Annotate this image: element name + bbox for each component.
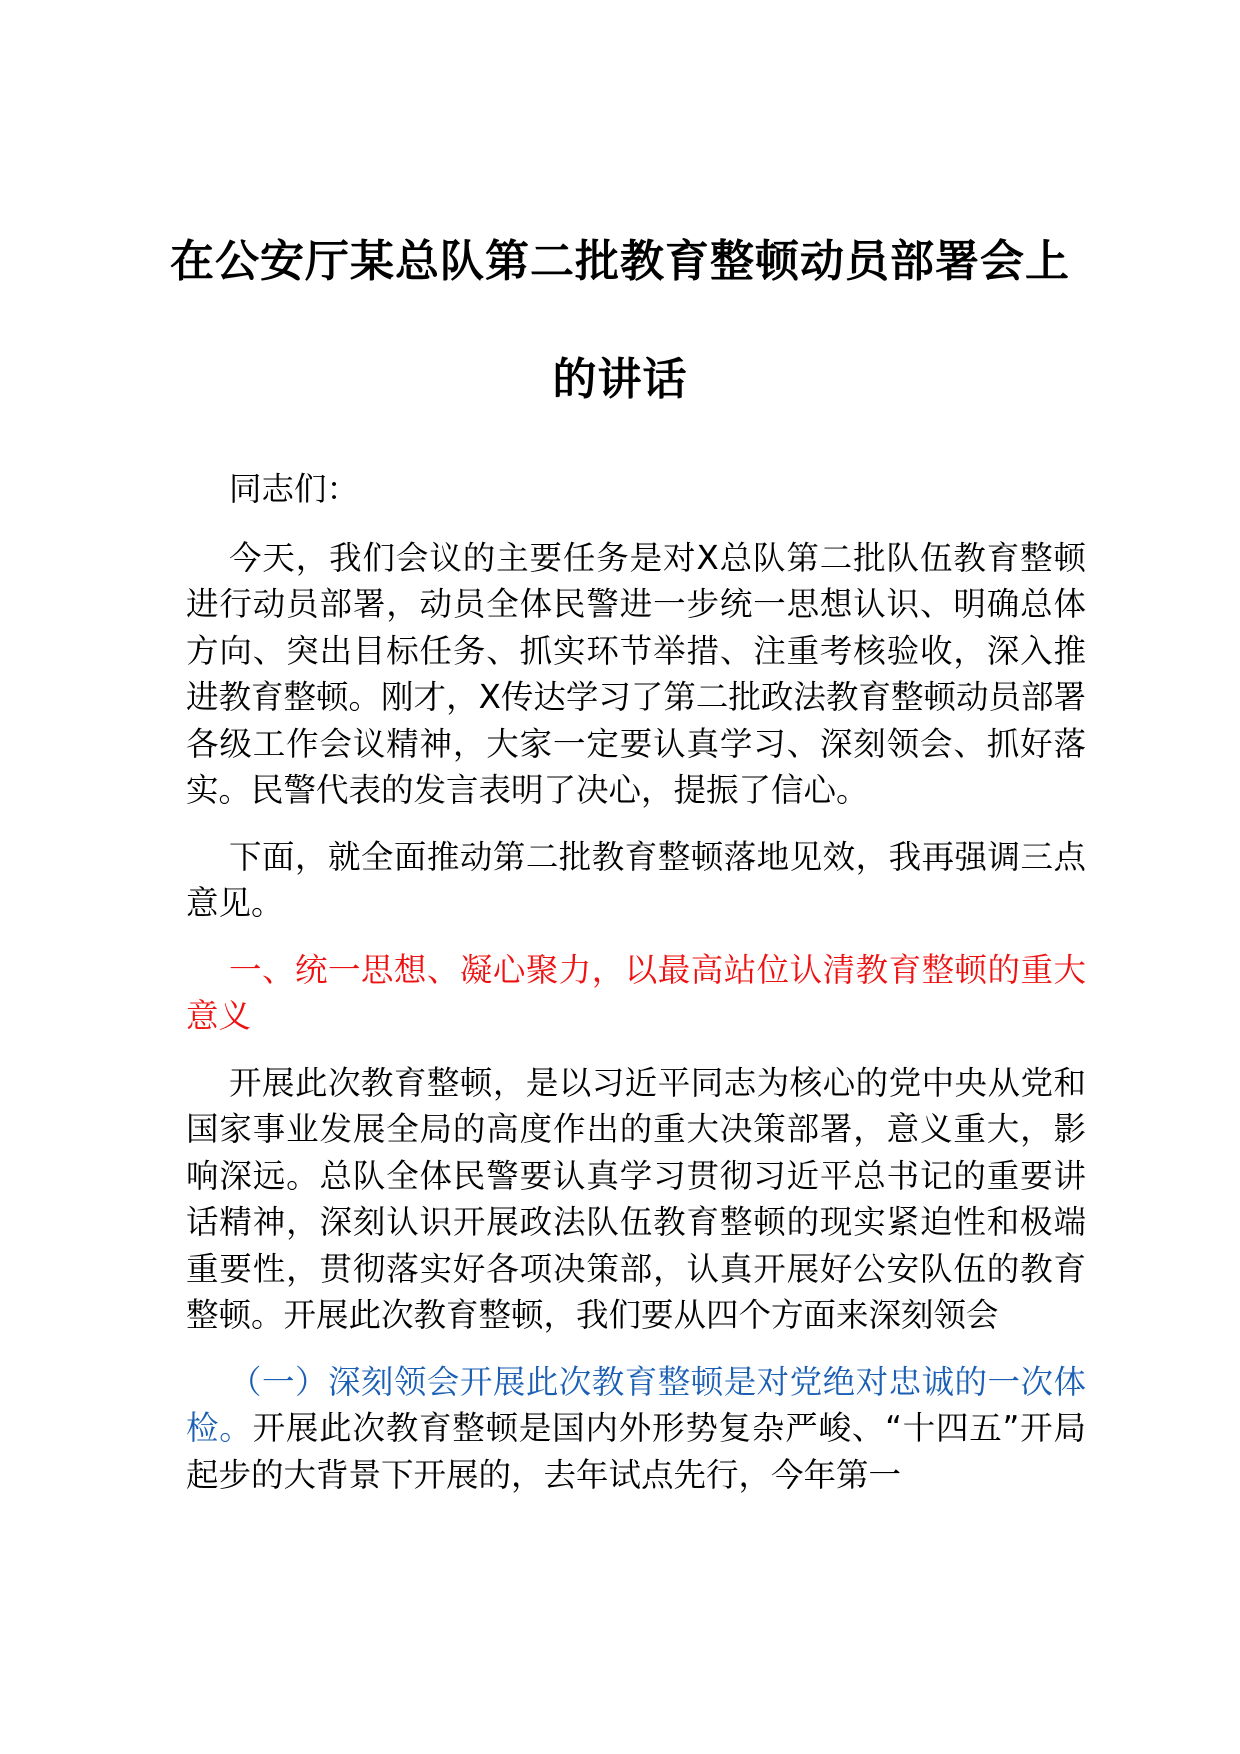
subsection-1-heading: （一）深刻领会开展此次教育整顿是对党绝对忠诚的一次体检。 xyxy=(186,1362,1086,1447)
section-heading-1: 一、统一思想、凝心聚力，以最高站位认清教育整顿的重大意义 xyxy=(186,950,1086,1035)
document-title-line-1: 在公安厅某总队第二批教育整顿动员部署会上 xyxy=(170,236,1070,287)
document-body xyxy=(186,466,1086,1518)
paragraph-3: 开展此次教育整顿，是以习近平同志为核心的党中央从党和国家事业发展全局的高度作出的重大决策部署，意义重大，影响深远。总队全体民警要认真学习贯彻习近平总书记的重要讲话精神，深刻认识开展政法队伍教育整顿的现实紧迫性和极端重要性，贯彻落实好各项决策部，认真开展好公安队伍的教育整顿。开展此次教育整顿，我们要从四个方面来深刻领会 xyxy=(186,1063,1086,1334)
document-title-line-2: 的讲话 xyxy=(552,354,688,405)
subsection-1-text: 开展此次教育整顿是国内外形势复杂严峻、“十四五”开局起步的大背景下开展的，去年试点先行，今年第一 xyxy=(186,1409,1086,1494)
salutation: 同志们： xyxy=(229,470,360,508)
paragraph-2: 下面，就全面推动第二批教育整顿落地见效，我再强调三点意见。 xyxy=(186,837,1086,922)
paragraph-1: 今天，我们会议的主要任务是对X总队第二批队伍教育整顿进行动员部署，动员全体民警进一步统一思想认识、明确总体方向、突出目标任务、抓实环节举措、注重考核验收，深入推进教育整顿。刚才，X传达学习了第二批政法教育整顿动员部署各级工作会议精神，大家一定要认真学习、深刻领会、抓好落实。民警代表的发言表明了决心，提振了信心。 xyxy=(186,538,1086,809)
subsection-1 xyxy=(186,1359,1086,1499)
